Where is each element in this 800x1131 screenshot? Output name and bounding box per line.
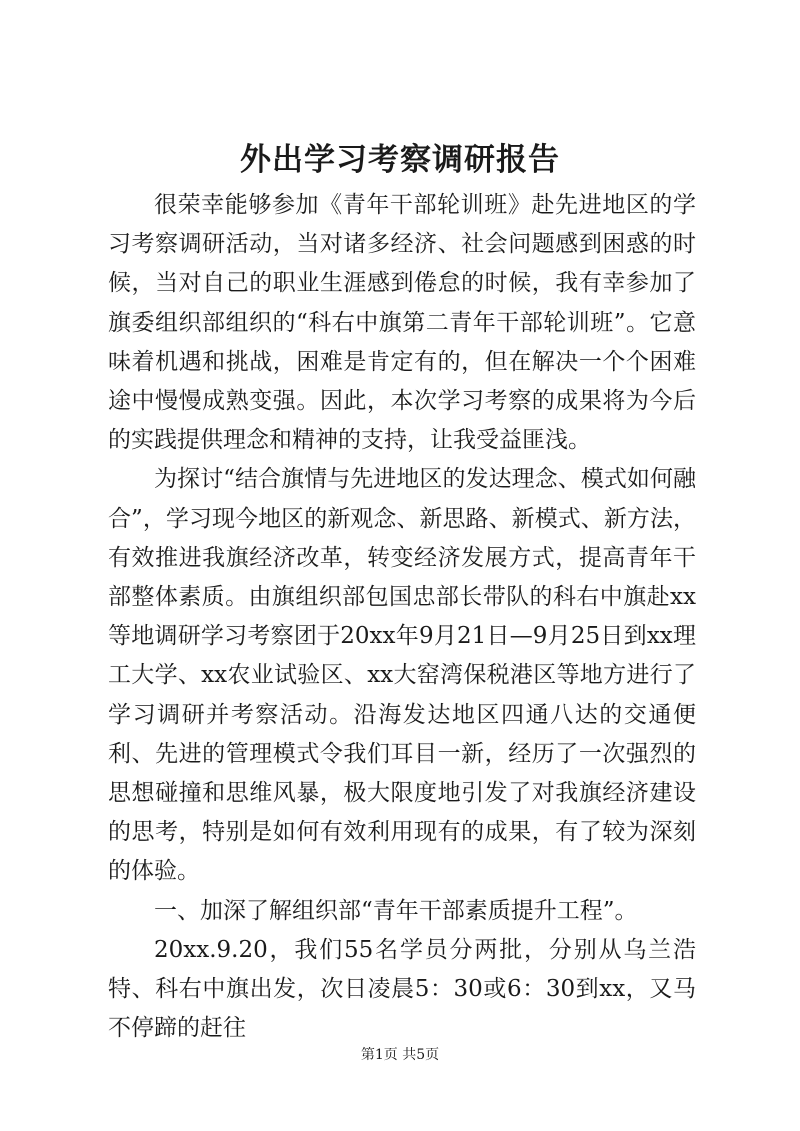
document-title: 外出学习考察调研报告 bbox=[240, 142, 560, 178]
section-heading-1: 一、加深了解组织部“青年干部素质提升工程”。 bbox=[154, 897, 638, 924]
document-body bbox=[108, 186, 696, 1048]
page-number-footer: 第1页 共5页 bbox=[360, 1047, 440, 1063]
paragraph-itinerary: 20xx.9.20，我们55名学员分两批，分别从乌兰浩特、科右中旗出发，次日凌晨5：30或6：30到xx，又马不停蹄的赶往 bbox=[108, 936, 696, 1042]
paragraph-intro: 很荣幸能够参加《青年干部轮训班》赴先进地区的学习考察调研活动，当对诸多经济、社会问题感到困惑的时候，当对自己的职业生涯感到倦怠的时候，我有幸参加了旗委组织部组织的“科右中旗第二青年干部轮训班”。它意味着机遇和挑战，困难是肯定有的，但在解决一个个困难途中慢慢成熟变强。因此，本次学习考察的成果将为今后的实践提供理念和精神的支持，让我受益匪浅。 bbox=[108, 192, 696, 454]
paragraph-purpose: 为探讨“结合旗情与先进地区的发达理念、模式如何融合”，学习现今地区的新观念、新思路、新模式、新方法，有效推进我旗经济改革，转变经济发展方式，提高青年干部整体素质。由旗组织部包国忠部长带队的科右中旗赴xx等地调研学习考察团于20xx年9月21日—9月25日到xx理工大学、xx农业试验区、xx大窑湾保税港区等地方进行了学习调研并考察活动。沿海发达地区四通八达的交通便利、先进的管理模式令我们耳目一新，经历了一次强烈的思想碰撞和思维风暴，极大限度地引发了对我旗经济建设的思考，特别是如何有效利用现有的成果，有了较为深刻的体验。 bbox=[108, 466, 696, 885]
